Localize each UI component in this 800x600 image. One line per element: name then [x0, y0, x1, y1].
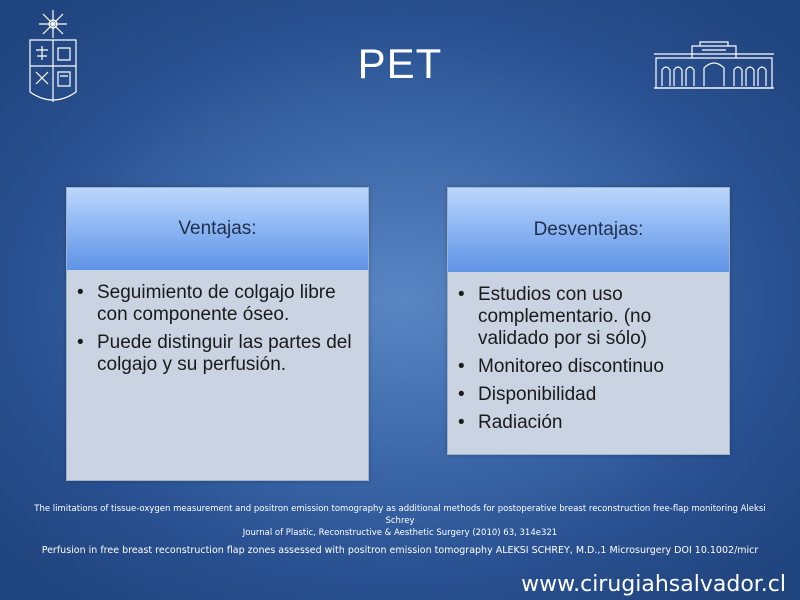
list-item: • Estudios con uso complementario. (no validado por si sólo) [478, 284, 719, 350]
disadvantages-list [448, 272, 729, 434]
list-item: • Radiación [478, 412, 719, 434]
list-item: • Monitoreo discontinuo [478, 356, 719, 378]
disadvantages-box [447, 187, 730, 455]
list-item: • Seguimiento de colgajo libre con componente óseo. [97, 282, 358, 326]
advantages-box [66, 187, 369, 481]
reference-2: Perfusion in free breast reconstruction flap zones assessed with positron emission tomography ALEKSI SCHREY, M.D.,1 Microsurgery DOI 10.1002/micr [41, 545, 759, 556]
advantages-list [67, 270, 368, 376]
reference-1-title: The limitations of tissue-oxygen measurement and positron emission tomography as additional methods for postoperative breast reconstruction free-flap monitoring Aleksi Schrey [34, 504, 766, 526]
list-item: • Disponibilidad [478, 384, 719, 406]
disadvantages-header: Desventajas: [448, 188, 729, 272]
website-url: www.cirugiahsalvador.cl [521, 572, 786, 597]
reference-1-journal: Journal of Plastic, Reconstructive & Aesthetic Surgery (2010) 63, 314e321 [242, 528, 558, 538]
advantages-header: Ventajas: [67, 188, 368, 270]
slide-title: PET [357, 40, 443, 87]
references [30, 503, 770, 558]
list-item: • Puede distinguir las partes del colgajo y su perfusión. [97, 332, 358, 376]
